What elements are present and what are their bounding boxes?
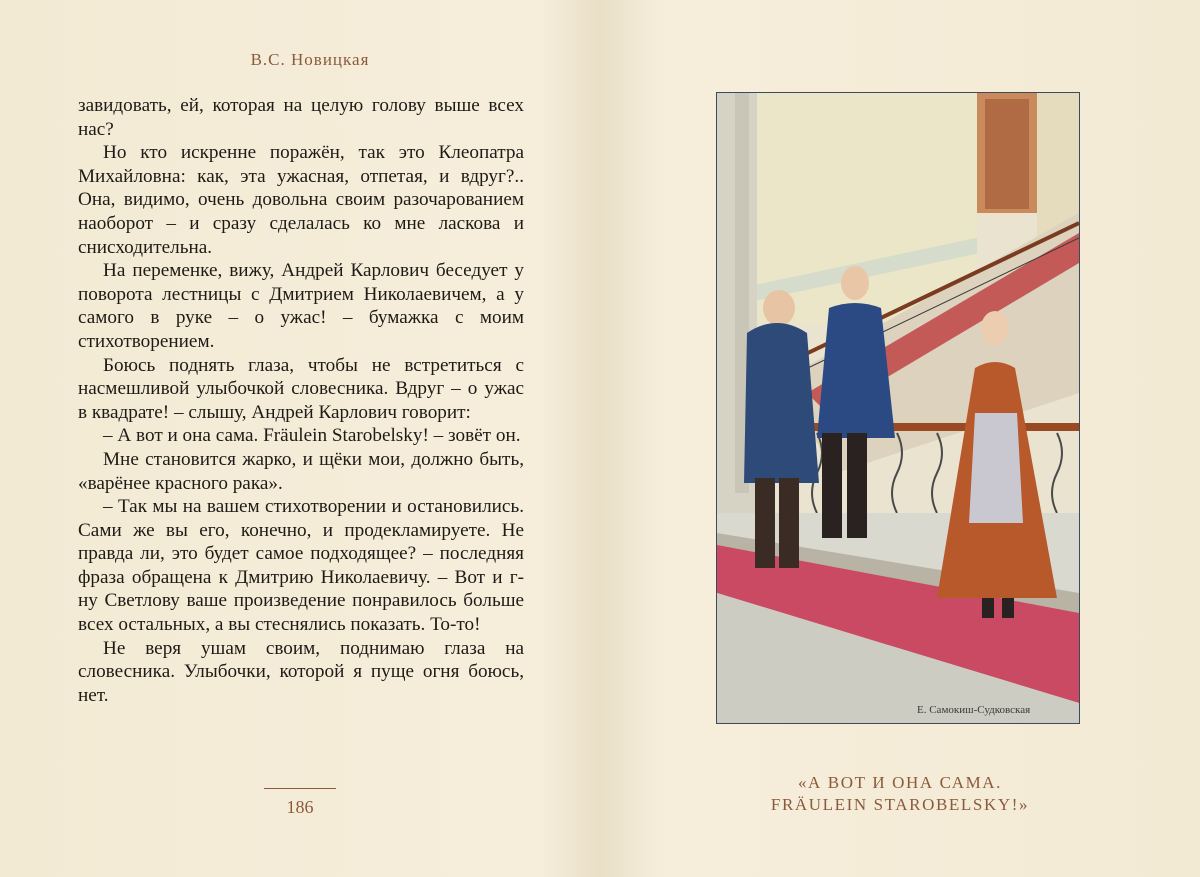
paragraph-2: Но кто искренне поражён, так это Клеопатра Михайловна: как, эта ужасная, отпетая, и вдруг?.. Она, видимо, очень довольна своим разочарованием наоборот – и сразу сделалась ко мне ласкова и снисходительна. [78,142,524,258]
caption-line-1: «А ВОТ И ОНА САМА. [797,773,1003,792]
illustration-caption [700,772,1100,816]
paragraph-4: Боюсь поднять глаза, чтобы не встретиться с насмешливой улыбочкой словесника. Вдруг – о ужас в квадрате! – слышу, Андрей Карлович говорит: [78,354,524,423]
running-title: В.С. Новицкая [250,50,370,69]
paragraph-6: Мне становится жарко, и щёки мои, должно быть, «варёнее красного рака». [78,448,524,494]
paragraph-1: завидовать, ей, которая на целую голову выше всех нас? [78,95,524,140]
body-text [78,94,524,707]
paragraph-8: Не веря ушам своим, поднимаю глаза на словесника. Улыбочки, которой я пуще огня боюсь, нет. [78,637,524,706]
caption-line-2: FRÄULEIN STAROBELSKY!» [770,795,1030,814]
illustration-signature: Е. Самокиш-Судковская [917,704,1031,716]
page-number: 186 [286,797,314,817]
paragraph-5: – А вот и она сама. Fräulein Starobelsky! – зовёт он. [103,425,521,447]
paragraph-3: На переменке, вижу, Андрей Карлович беседует у поворота лестницы с Дмитрием Николаевичем, а у самого в руке – о ужас! – бумажка с моим стихотворением. [78,260,524,352]
illustration-drawing [717,93,1079,723]
illustration [716,92,1080,724]
page-number-rule [264,788,336,789]
paragraph-7: – Так мы на вашем стихотворении и остановились. Сами же вы его, конечно, и продекламируете. Не правда ли, это будет самое подходящее? – последняя фраза обращена к Дмитрию Николаевичу. – Вот и г-ну Светлову ваше произведение понравилось больше всех остальных, а вы стеснялись показать. То-то! [78,496,524,636]
